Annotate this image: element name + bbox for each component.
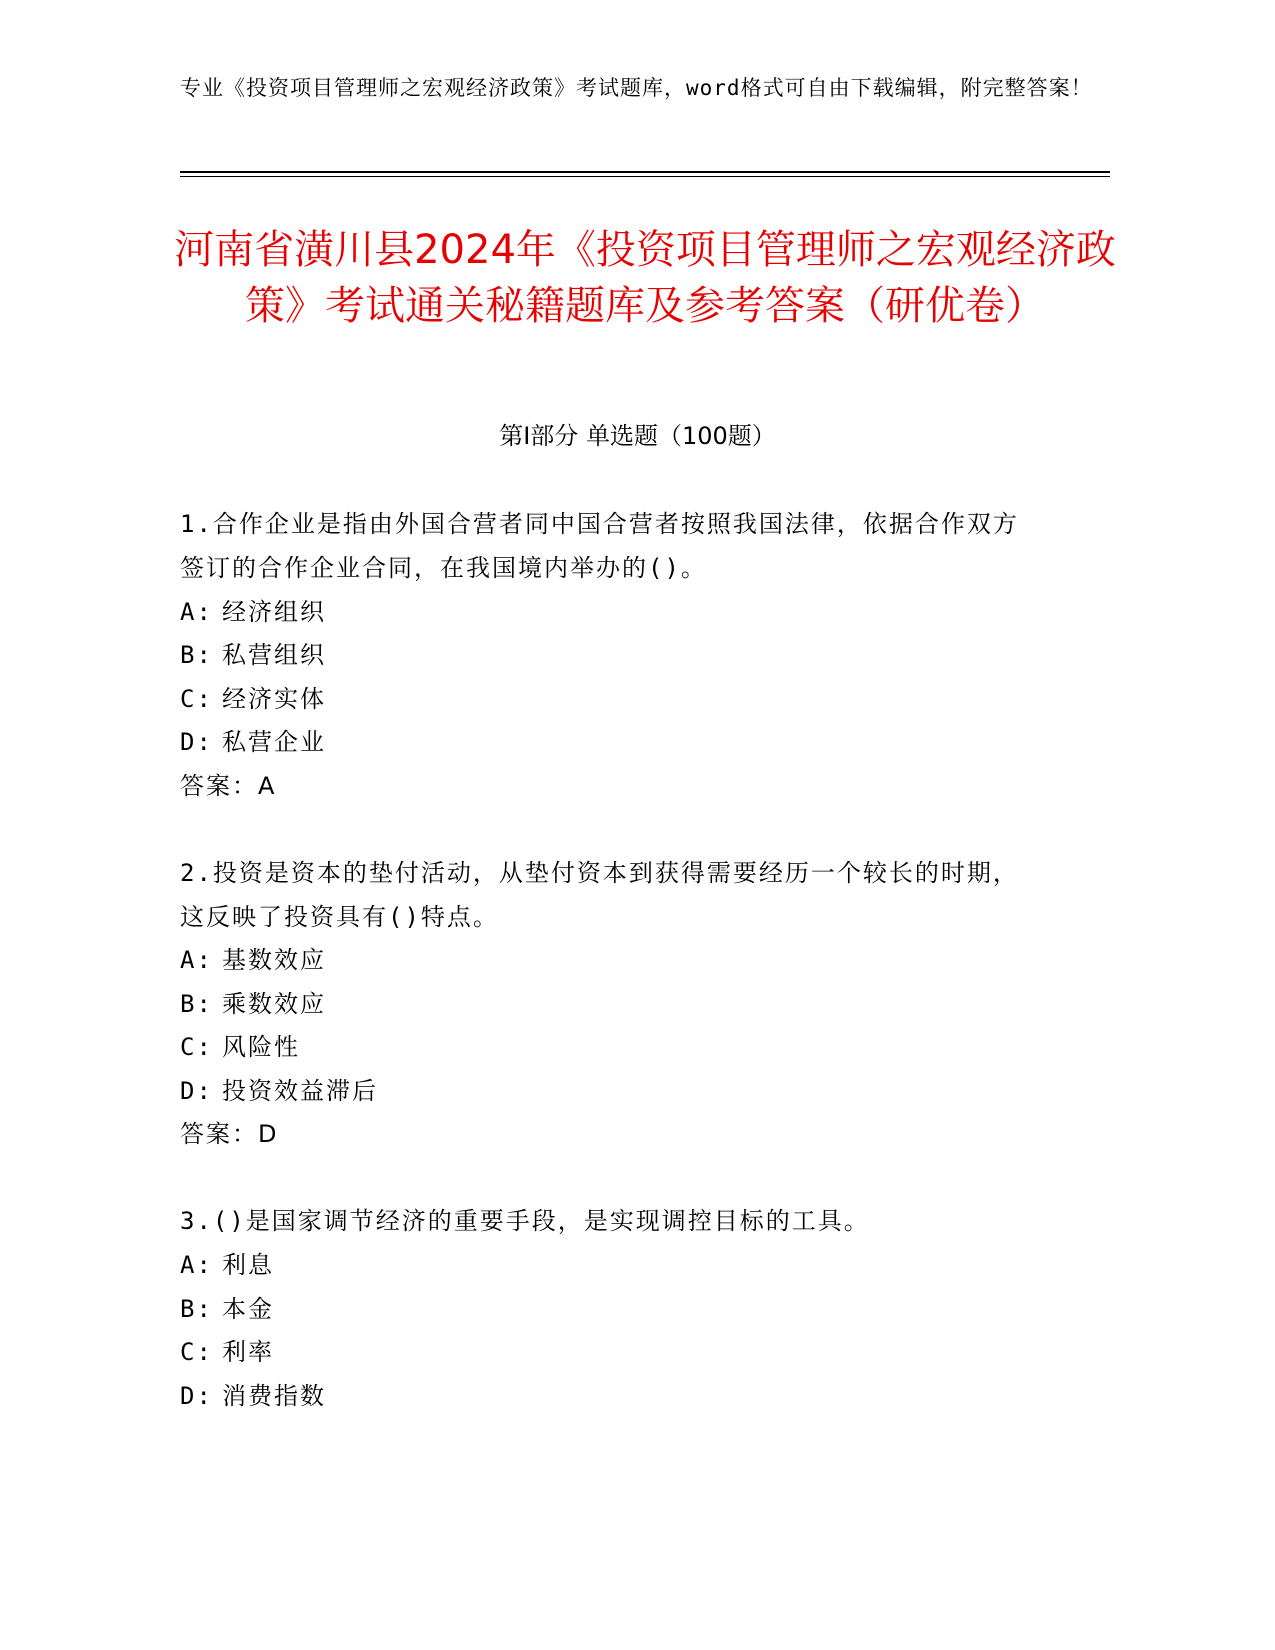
option-text: 乘数效应 [222, 990, 326, 1018]
question-3-option-b [180, 1287, 274, 1331]
option-text: 消费指数 [222, 1382, 326, 1410]
option-label: A: [180, 946, 213, 974]
option-text: 投资效益滞后 [222, 1077, 378, 1105]
question-3-option-a [180, 1243, 274, 1287]
option-label: A: [180, 1251, 213, 1279]
question-2-answer: 答案：D [180, 1120, 279, 1148]
option-label: D: [180, 1382, 213, 1410]
option-text: 本金 [222, 1295, 274, 1323]
question-1-option-d [180, 720, 326, 764]
option-label: D: [180, 728, 213, 756]
question-2-option-c [180, 1025, 300, 1069]
option-label: C: [180, 1338, 213, 1366]
option-label: C: [180, 685, 213, 713]
option-label: B: [180, 1295, 213, 1323]
option-label: A: [180, 598, 213, 626]
option-label: B: [180, 641, 213, 669]
option-label: D: [180, 1077, 213, 1105]
question-3-text: 3.()是国家调节经济的重要手段，是实现调控目标的工具。 [180, 1207, 870, 1235]
question-1-option-a [180, 590, 326, 634]
intro-text: 专业《投资项目管理师之宏观经济政策》考试题库，word格式可自由下载编辑，附完整答案！ [180, 76, 1093, 100]
option-text: 经济组织 [222, 598, 326, 626]
option-text: 私营组织 [222, 641, 326, 669]
header-divider-thick [180, 171, 1110, 173]
question-1-text: 1.合作企业是指由外国合营者同中国合营者按照我国法律，依据合作双方签订的合作企业合同，在我国境内举办的()。 [180, 510, 1019, 582]
question-2-option-a [180, 938, 326, 982]
question-1-option-c [180, 677, 326, 721]
question-2-text: 2.投资是资本的垫付活动，从垫付资本到获得需要经历一个较长的时期，这反映了投资具有()特点。 [180, 859, 1019, 931]
option-label: C: [180, 1033, 213, 1061]
option-text: 风险性 [222, 1033, 300, 1061]
document-title: 河南省潢川县2024年《投资项目管理师之宏观经济政策》考试通关秘籍题库及参考答案（研优卷） [174, 227, 1116, 329]
question-2-option-b [180, 982, 326, 1026]
question-3-option-c [180, 1330, 274, 1374]
question-3-option-d [180, 1374, 326, 1418]
option-text: 私营企业 [222, 728, 326, 756]
question-2-option-d [180, 1069, 378, 1113]
question-1-option-b [180, 633, 326, 677]
question-1-answer: 答案：A [180, 772, 277, 800]
option-text: 利息 [222, 1251, 274, 1279]
option-label: B: [180, 990, 213, 1018]
section-heading: 第Ⅰ部分 单选题（100题） [499, 422, 776, 450]
header-divider-thin [180, 176, 1110, 177]
option-text: 基数效应 [222, 946, 326, 974]
option-text: 利率 [222, 1338, 274, 1366]
option-text: 经济实体 [222, 685, 326, 713]
